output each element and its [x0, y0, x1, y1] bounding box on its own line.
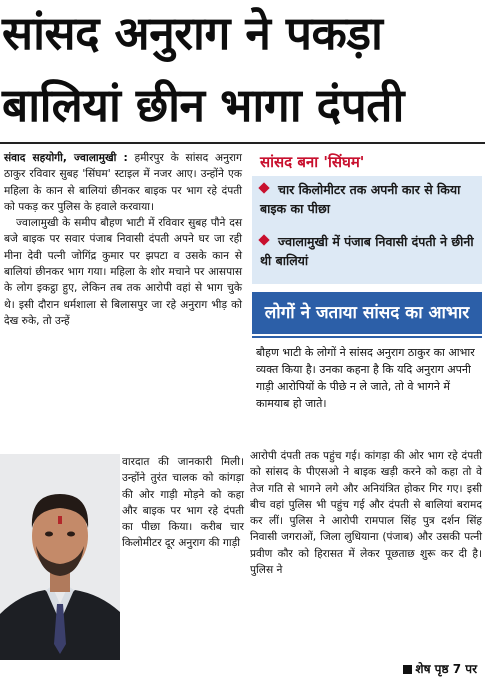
sidebar-quote: बौहण भाटी के लोगों ने सांसद अनुराग ठाकुर का आभार व्यक्त किया है। उनका कहना है कि यदि अनुराग अपनी गाड़ी आरोपियों के पीछे न ले जाते, तो वे भागने में कामयाब हो जाते।	[256, 346, 475, 410]
sidebar-item-text: ज्वालामुखी में पंजाब निवासी दंपती ने छीनी थी बालियां	[260, 234, 474, 268]
headline-rule	[0, 142, 485, 144]
bullet-diamond-icon	[258, 182, 269, 193]
sidebar-title: सांसद बना 'सिंघम'	[260, 153, 365, 171]
sidebar-item	[260, 180, 478, 218]
paragraph-1-text: हमीरपुर के सांसद अनुराग ठाकुर रविवार सुबह 'सिंघम' स्टाइल में नजर आए। उन्होंने एक महिला के कान से बालियां छीनकर बाइक पर भाग रहे दंपती को पकड़ कर पुलिस के हवाले करवाया।	[4, 152, 242, 213]
square-marker-icon	[403, 665, 412, 674]
dateline: संवाद सहयोगी, ज्वालामुखी :	[4, 152, 128, 164]
portrait-photo	[0, 454, 120, 660]
article-column-2: आरोपी दंपती तक पहुंच गई। कांगड़ा की ओर भाग रहे दंपती को सांसद के पीएसओ ने बाइक खड़ी करने को कहा तो वे तेज गति से भागने लगे और अनियंत्रित होकर गिर गए। इसी बीच वहां पुलिस भी पहुंच गई और दंपती से बालियां बरामद कर लीं। पुलिस ने आरोपी रामपाल सिंह पुत्र दर्शन सिंह निवासी जगराओं, जिला लुधियाना (पंजाब) और उसकी पत्नी प्रवीण कौर को हिरासत में लेकर पूछताछ शुरू कर दी है। पुलिस ने	[250, 450, 482, 577]
continued-text: शेष पृष्ठ 7 पर	[415, 662, 477, 676]
sidebar-item	[260, 232, 478, 270]
sidebar-item-text: चार किलोमीटर तक अपनी कार से किया बाइक का पीछा	[260, 182, 461, 216]
sidebar-banner-rule	[252, 336, 482, 338]
bullet-diamond-icon	[258, 234, 269, 245]
article-narrow-column: वारदात की जानकारी मिली। उन्होंने तुरंत चालक को कांगड़ा की ओर गाड़ी मोड़ने को कहा और बाइक पर भाग रहे दंपती का पीछा किया। करीब चार किलोमीटर दूर अनुराग की गाड़ी	[122, 456, 244, 550]
headline-line-1: सांसद अनुराग ने पकड़ा	[2, 6, 383, 60]
article-paragraph-1	[4, 150, 242, 215]
sidebar-banner: लोगों ने जताया सांसद का आभार	[252, 292, 482, 334]
sidebar-box	[252, 150, 482, 442]
article-column-1	[4, 150, 242, 329]
article-paragraph-2: ज्वालामुखी के समीप बौहण भाटी में रविवार सुबह पौने दस बजे बाइक पर सवार पंजाब निवासी दंपती अपने घर जा रही मीना देवी पत्नी जोगिंद्र कुमार पर झपटा व उसके कान से बालियां छीनकर भाग गया। महिला के शोर मचाने पर आसपास के लोग इकट्ठा हुए, लेकिन तब तक आरोपी वहां से भाग चुके थे। इसी दौरान धर्मशाला से बिलासपुर जा रहे अनुराग भीड़ को देख रुके, तो उन्हें	[4, 217, 242, 327]
continued-note	[403, 660, 477, 677]
headline-line-2: बालियां छीन भागा दंपती	[2, 78, 404, 132]
